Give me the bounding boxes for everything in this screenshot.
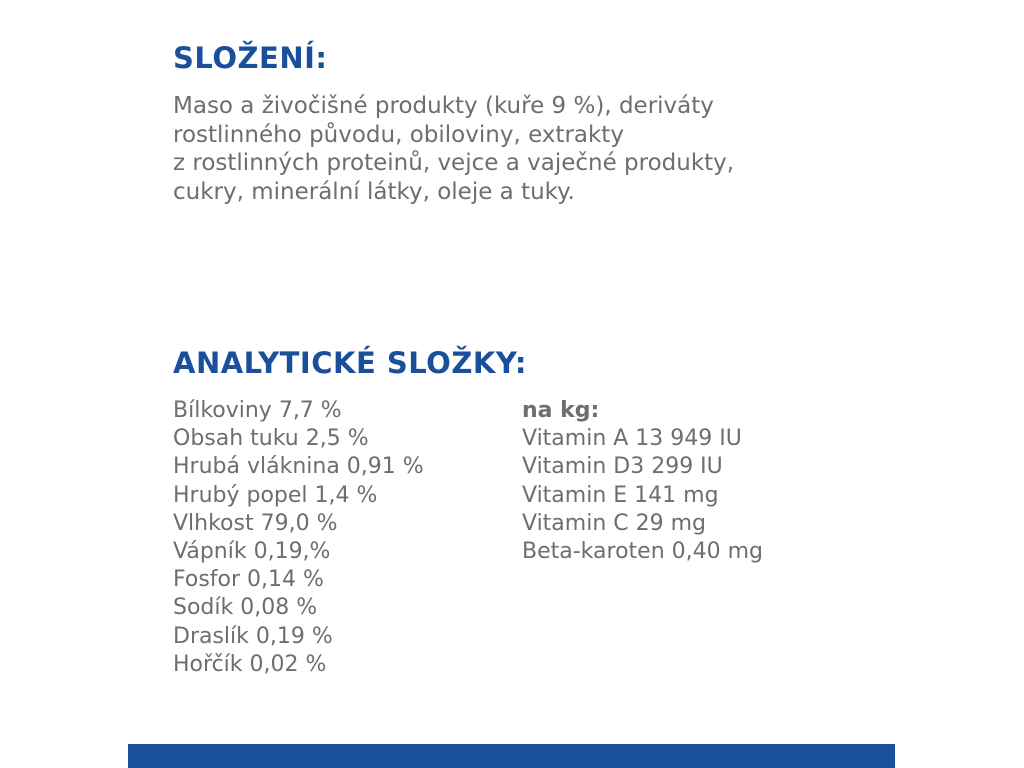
analytical-item: Fosfor 0,14 % bbox=[173, 567, 324, 593]
composition-line: Maso a živočišné produkty (kuře 9 %), deriváty bbox=[173, 93, 714, 119]
composition-heading: SLOŽENÍ: bbox=[173, 41, 328, 75]
vitamin-item: Vitamin E 141 mg bbox=[522, 482, 719, 508]
footer-bar bbox=[128, 744, 895, 768]
analytical-item: Hořčík 0,02 % bbox=[173, 651, 327, 677]
composition-line: z rostlinných proteinů, vejce a vaječné produkty, bbox=[173, 150, 735, 176]
vitamin-item: Vitamin A 13 949 IU bbox=[522, 426, 742, 452]
analytical-item: Hrubý popel 1,4 % bbox=[173, 482, 378, 508]
composition-text bbox=[173, 92, 853, 206]
analytical-item: Draslík 0,19 % bbox=[173, 623, 333, 649]
analytical-item: Hrubá vláknina 0,91 % bbox=[173, 454, 424, 480]
vitamins-subheading: na kg: bbox=[522, 398, 600, 423]
vitamins-list bbox=[522, 397, 763, 566]
vitamin-item: Vitamin C 29 mg bbox=[522, 510, 707, 536]
analytical-item: Vápník 0,19,% bbox=[173, 539, 331, 565]
vitamin-item: Vitamin D3 299 IU bbox=[522, 454, 723, 480]
analytical-item: Vlhkost 79,0 % bbox=[173, 510, 338, 536]
analytical-item: Obsah tuku 2,5 % bbox=[173, 426, 369, 452]
analytical-heading: ANALYTICKÉ SLOŽKY: bbox=[173, 346, 527, 380]
analytical-list-left bbox=[173, 397, 424, 679]
analytical-item: Bílkoviny 7,7 % bbox=[173, 398, 342, 423]
vitamin-item: Beta-karoten 0,40 mg bbox=[522, 539, 764, 565]
composition-line: rostlinného původu, obiloviny, extrakty bbox=[173, 121, 624, 148]
composition-line: cukry, minerální látky, oleje a tuky. bbox=[173, 178, 575, 205]
analytical-item: Sodík 0,08 % bbox=[173, 595, 318, 621]
